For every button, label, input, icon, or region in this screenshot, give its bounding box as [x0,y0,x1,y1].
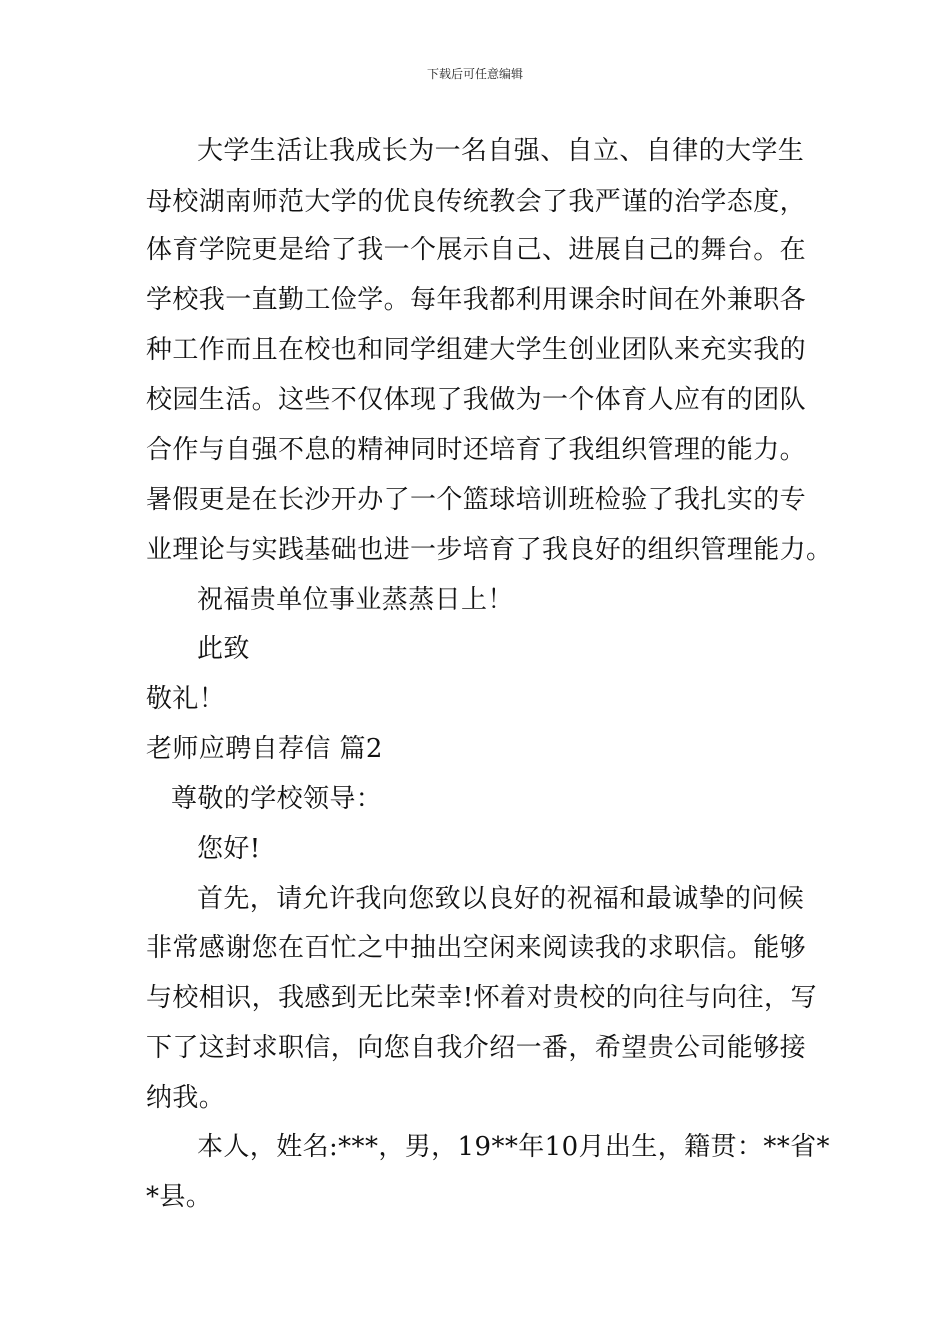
text-line: 尊敬的学校领导： [171,784,383,814]
text-line: *县。 [146,1182,213,1212]
text-line: 您好! [197,834,261,864]
text-line: 体育学院更是给了我一个展示自己、进展自己的舞台。在 [146,235,807,265]
text-line: 学校我一直勤工俭学。每年我都利用课余时间在外兼职各 [146,285,807,315]
text-line: 祝福贵单位事业蒸蒸日上！ [197,585,514,615]
text-line: 业理论与实践基础也进一步培育了我良好的组织管理能力。 [146,535,833,565]
text-line: 校园生活。这些不仅体现了我做为一个体育人应有的团队 [146,385,807,415]
text-line: 种工作而且在校也和同学组建大学生创业团队来充实我的 [146,335,807,365]
section-title: 老师应聘自荐信 篇2 [146,734,383,764]
text-line: 暑假更是在长沙开办了一个篮球培训班检验了我扎实的专 [146,485,807,515]
text-line: 大学生活让我成长为一名自强、自立、自律的大学生 [197,136,805,166]
text-line: 非常感谢您在百忙之中抽出空闲来阅读我的求职信。能够 [146,933,807,963]
text-line: 首先，请允许我向您致以良好的祝福和最诚挚的问候 [197,884,805,914]
text-line: 敬礼！ [146,684,226,714]
header-note: 下载后可任意编辑 [426,67,523,81]
text-line: 合作与自强不息的精神同时还培育了我组织管理的能力。 [146,435,807,465]
text-line: 本人，姓名:***，男，19**年10月出生，籍贯：**省* [197,1132,830,1162]
text-line: 下了这封求职信，向您自我介绍一番，希望贵公司能够接 [146,1033,807,1063]
text-line: 此致 [197,634,250,664]
text-line: 与校相识，我感到无比荣幸!怀着对贵校的向往与向往，写 [146,983,817,1013]
text-line: 母校湖南师范大学的优良传统教会了我严谨的治学态度， [146,187,807,217]
text-line: 纳我。 [146,1083,226,1113]
